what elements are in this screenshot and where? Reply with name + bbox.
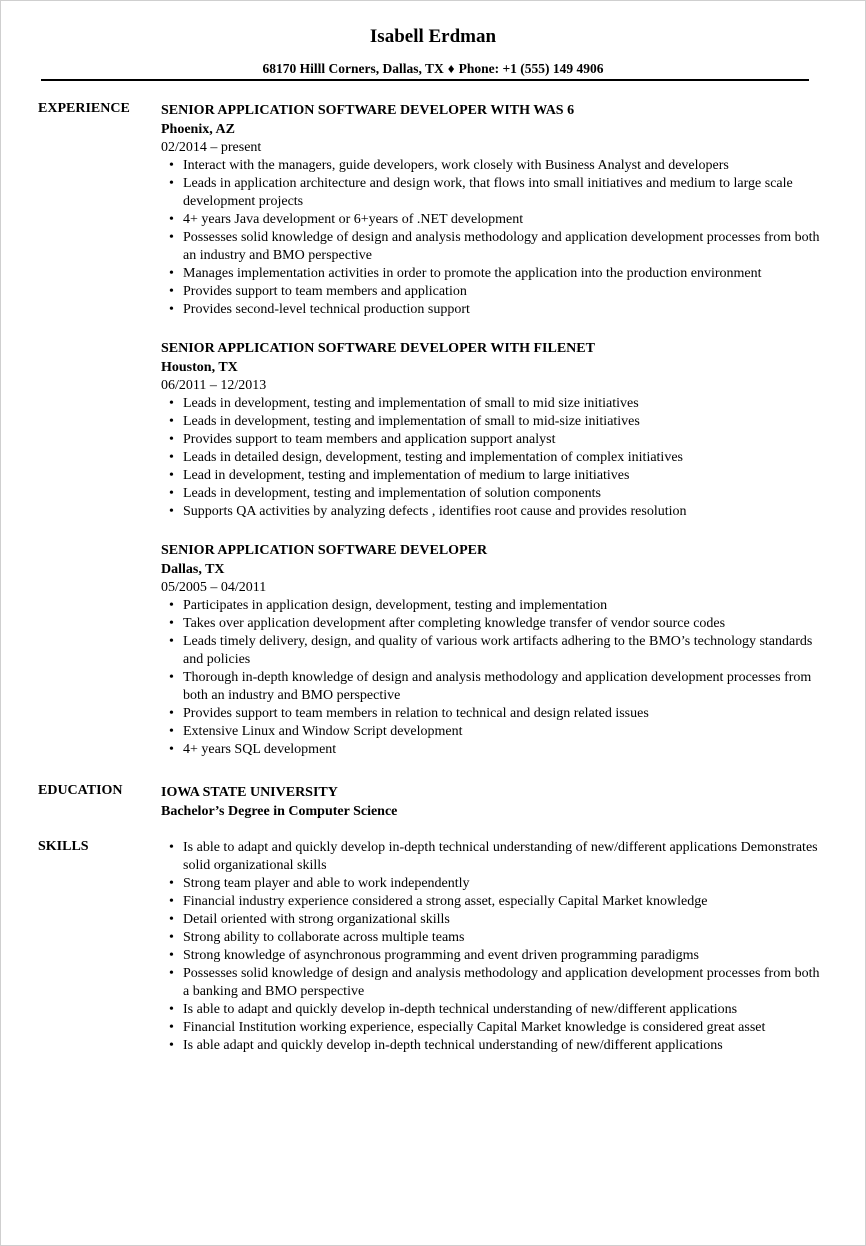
- list-item: • Lead in development, testing and implementation of medium to large initiatives: [161, 467, 821, 485]
- list-item: • Interact with the managers, guide developers, work closely with Business Analyst and developers: [161, 157, 821, 175]
- phone: Phone: +1 (555) 149 4906: [458, 61, 604, 76]
- job-2: [161, 339, 821, 521]
- job-location: Houston, TX: [161, 360, 238, 375]
- list-item: • 4+ years SQL development: [161, 741, 821, 759]
- list-item: • Provides support to team members and application: [161, 283, 821, 301]
- list-item: • Possesses solid knowledge of design and analysis methodology and application development processes from both an industry and BMO perspective: [161, 229, 821, 265]
- list-item: • Provides support to team members in relation to technical and design related issues: [161, 705, 821, 723]
- experience-heading: EXPERIENCE: [38, 101, 130, 116]
- list-item: • Participates in application design, development, testing and implementation: [161, 597, 821, 615]
- list-item: • Is able adapt and quickly develop in-depth technical understanding of new/different applications: [161, 1037, 821, 1055]
- list-item: • Strong team player and able to work independently: [161, 875, 821, 893]
- job-title: SENIOR APPLICATION SOFTWARE DEVELOPER WITH FILENET: [161, 341, 595, 356]
- list-item: • Possesses solid knowledge of design and analysis methodology and application development processes from both a banking and BMO perspective: [161, 965, 821, 1001]
- list-item: • Extensive Linux and Window Script development: [161, 723, 821, 741]
- candidate-name: Isabell Erdman: [369, 26, 497, 47]
- job-dates: 05/2005 – 04/2011: [161, 580, 267, 595]
- list-item: • Is able to adapt and quickly develop in-depth technical understanding of new/different applications: [161, 1001, 821, 1019]
- education-heading: EDUCATION: [38, 783, 123, 798]
- skills-heading: SKILLS: [38, 839, 89, 854]
- skills-block: [161, 839, 821, 1055]
- contact-line: [0, 61, 866, 77]
- list-item: • Leads in application architecture and design work, that flows into small initiatives and medium to large scale development projects: [161, 175, 821, 211]
- list-item: • Leads in development, testing and implementation of small to mid-size initiatives: [161, 413, 821, 431]
- job-dates: 02/2014 – present: [161, 140, 262, 155]
- job-title: SENIOR APPLICATION SOFTWARE DEVELOPER WITH WAS 6: [161, 103, 575, 118]
- list-item: • Leads in development, testing and implementation of solution components: [161, 485, 821, 503]
- skills-list: [161, 839, 821, 1055]
- list-item: • Strong knowledge of asynchronous programming and event driven programming paradigms: [161, 947, 821, 965]
- job-location: Phoenix, AZ: [161, 122, 235, 137]
- school-name: IOWA STATE UNIVERSITY: [161, 785, 338, 800]
- job-1: [161, 101, 821, 319]
- list-item: • Financial Institution working experience, especially Capital Market knowledge is considered great asset: [161, 1019, 821, 1037]
- job-3: [161, 541, 821, 759]
- list-item: • Supports QA activities by analyzing defects , identifies root cause and provides resolution: [161, 503, 821, 521]
- job-location: Dallas, TX: [161, 562, 225, 577]
- job-bullets: [161, 157, 821, 319]
- education-block: [161, 783, 821, 821]
- list-item: • Financial industry experience considered a strong asset, especially Capital Market knowledge: [161, 893, 821, 911]
- job-dates: 06/2011 – 12/2013: [161, 378, 267, 393]
- list-item: • Leads in development, testing and implementation of small to mid size initiatives: [161, 395, 821, 413]
- list-item: • Takes over application development after completing knowledge transfer of vendor source codes: [161, 615, 821, 633]
- list-item: • Is able to adapt and quickly develop in-depth technical understanding of new/different applications Demonstrates solid organizational skills: [161, 839, 821, 875]
- diamond-separator-icon: ♦: [447, 61, 455, 76]
- list-item: • Leads in detailed design, development, testing and implementation of complex initiatives: [161, 449, 821, 467]
- list-item: • Thorough in-depth knowledge of design and analysis methodology and application development processes from both an industry and BMO perspective: [161, 669, 821, 705]
- list-item: • Detail oriented with strong organizational skills: [161, 911, 821, 929]
- degree: Bachelor’s Degree in Computer Science: [161, 804, 398, 819]
- header-divider: [41, 79, 809, 81]
- list-item: • Provides second-level technical production support: [161, 301, 821, 319]
- job-bullets: [161, 395, 821, 521]
- list-item: • Leads timely delivery, design, and quality of various work artifacts adhering to the BMO’s technology standards and policies: [161, 633, 821, 669]
- list-item: • Strong ability to collaborate across multiple teams: [161, 929, 821, 947]
- job-bullets: [161, 597, 821, 759]
- list-item: • Provides support to team members and application support analyst: [161, 431, 821, 449]
- address: 68170 Hilll Corners, Dallas, TX: [262, 61, 444, 76]
- list-item: • 4+ years Java development or 6+years of .NET development: [161, 211, 821, 229]
- list-item: • Manages implementation activities in order to promote the application into the production environment: [161, 265, 821, 283]
- job-title: SENIOR APPLICATION SOFTWARE DEVELOPER: [161, 543, 488, 558]
